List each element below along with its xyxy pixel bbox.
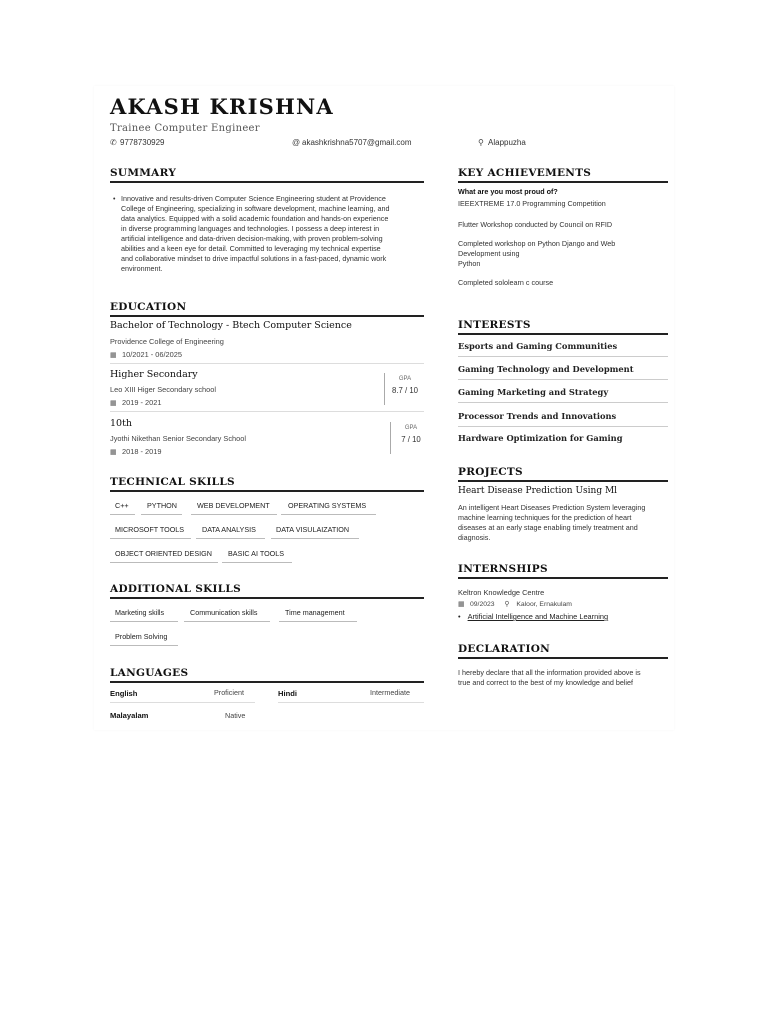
location-text: Alappuzha — [488, 138, 526, 147]
achievement-item: Flutter Workshop conducted by Council on RFID — [458, 220, 613, 229]
location-pin-icon: ⚲ — [504, 601, 510, 608]
interests-heading: INTERESTS — [458, 319, 668, 335]
edu-degree: Bachelor of Technology - Btech Computer Science — [110, 320, 352, 331]
skill-pill: WEB DEVELOPMENT — [191, 501, 277, 515]
declaration-heading: DECLARATION — [458, 643, 668, 659]
candidate-name: AKASH KRISHNA — [110, 94, 334, 119]
at-icon: @ — [292, 138, 301, 147]
achievement-item: IEEEXTREME 17.0 Programming Competition — [458, 199, 606, 208]
project-name: Heart Disease Prediction Using Ml — [458, 486, 618, 496]
edu-dates-text: 2018 - 2019 — [122, 447, 162, 456]
skill-pill: PYTHON — [141, 501, 182, 515]
achievement-item: Python — [458, 259, 481, 268]
edu-degree: 10th — [110, 418, 133, 429]
candidate-role: Trainee Computer Engineer — [110, 123, 260, 134]
internships-heading: INTERNSHIPS — [458, 563, 668, 579]
summary-line: environment. — [121, 264, 163, 273]
bullet-icon: • — [113, 196, 116, 203]
calendar-icon: ▦ — [110, 449, 117, 456]
calendar-icon: ▦ — [458, 601, 465, 608]
divider — [278, 702, 424, 703]
email-address: akashkrishna5707@gmail.com — [302, 138, 412, 147]
internship-date: 09/2023 — [470, 601, 495, 608]
calendar-icon: ▦ — [110, 352, 117, 359]
edu-dates — [110, 398, 161, 407]
internship-meta — [458, 600, 572, 608]
skill-pill: C++ — [110, 501, 135, 515]
skill-pill: Time management — [279, 608, 357, 622]
interest-item: Gaming Technology and Development — [458, 364, 668, 380]
project-line: diseases at an early stage enabling timely treatment and — [458, 523, 638, 532]
achievements-question: What are you most proud of? — [458, 187, 558, 196]
divider — [110, 702, 255, 703]
declaration-text — [458, 668, 670, 688]
edu-school: Jyothi Nikethan Senior Secondary School — [110, 434, 246, 443]
project-line: diagnosis. — [458, 533, 491, 542]
internship-topic-row — [458, 612, 608, 621]
calendar-icon: ▦ — [110, 400, 117, 407]
interest-item: Hardware Optimization for Gaming — [458, 433, 623, 443]
skill-pill: DATA VISULAIZATION — [271, 525, 359, 539]
interest-item: Processor Trends and Innovations — [458, 411, 668, 427]
gpa-box — [384, 373, 425, 405]
summary-heading: SUMMARY — [110, 167, 424, 183]
interest-item: Gaming Marketing and Strategy — [458, 387, 668, 403]
summary-line: artificial intelligence and data-driven decision-making, with proven problem-solving — [121, 234, 383, 243]
skill-pill: DATA ANALYSIS — [196, 525, 265, 539]
language-level: Proficient — [214, 688, 244, 697]
edu-dates — [110, 447, 161, 456]
summary-text — [121, 194, 424, 274]
projects-heading: PROJECTS — [458, 466, 668, 482]
divider — [110, 363, 424, 364]
achievement-item: Completed sololearn c course — [458, 278, 554, 287]
declaration-line: true and correct to the best of my knowledge and belief — [458, 678, 633, 687]
achievement-item: Completed workshop on Python Django and Web — [458, 239, 616, 248]
divider — [110, 411, 424, 412]
technical-skills-heading: TECHNICAL SKILLS — [110, 476, 424, 492]
language-name: English — [110, 689, 138, 698]
summary-line: data analytics. Equipped with a solid academic foundation and hands-on experience — [121, 214, 389, 223]
summary-line: Innovative and results-driven Computer Science Engineering student at Providence — [121, 194, 386, 203]
project-line: An intelligent Heart Diseases Prediction System leveraging — [458, 503, 646, 512]
email-contact — [292, 138, 412, 147]
gpa-box — [390, 422, 431, 454]
location-pin-icon: ⚲ — [478, 138, 484, 147]
gpa-label: GPA — [404, 425, 418, 431]
declaration-line: I hereby declare that all the information provided above is — [458, 668, 641, 677]
language-level: Intermediate — [370, 688, 410, 697]
language-level: Native — [225, 711, 246, 720]
language-name: Hindi — [278, 689, 297, 698]
phone-contact — [110, 138, 165, 147]
edu-dates — [110, 350, 182, 359]
skill-pill: Marketing skills — [110, 608, 178, 622]
internship-place: Kaloor, Ernakulam — [516, 601, 572, 608]
skill-pill: OPERATING SYSTEMS — [281, 501, 376, 515]
summary-line: abilities and a keen eye for detail. Committed to leveraging my technical expertise — [121, 244, 381, 253]
skill-pill: Communication skills — [184, 608, 270, 622]
skill-pill: Problem Solving — [110, 632, 178, 646]
gpa-value: 7 / 10 — [401, 435, 421, 444]
skill-pill: BASIC AI TOOLS — [222, 549, 292, 563]
education-heading: EDUCATION — [110, 301, 424, 317]
language-name: Malayalam — [110, 711, 149, 720]
achievements-heading: KEY ACHIEVEMENTS — [458, 167, 668, 183]
bullet-icon: • — [458, 612, 461, 621]
location-contact — [478, 138, 526, 147]
skill-pill: MICROSOFT TOOLS — [110, 525, 191, 539]
interest-item: Esports and Gaming Communities — [458, 341, 668, 357]
gpa-value: 8.7 / 10 — [391, 386, 418, 395]
summary-line: and collaborative mindset to drive impactful solutions in a fast-paced, dynamic work — [121, 254, 387, 263]
languages-heading: LANGUAGES — [110, 667, 424, 683]
achievement-item: Development using — [458, 249, 520, 258]
additional-skills-heading: ADDITIONAL SKILLS — [110, 583, 424, 599]
skill-pill: OBJECT ORIENTED DESIGN — [110, 549, 218, 563]
edu-dates-text: 10/2021 - 06/2025 — [122, 350, 182, 359]
gpa-label: GPA — [398, 376, 412, 382]
edu-school: Leo XIII Higer Secondary school — [110, 385, 216, 394]
edu-dates-text: 2019 - 2021 — [122, 398, 162, 407]
edu-school: Providence College of Engineering — [110, 337, 224, 346]
project-line: machine learning techniques for the prediction of heart — [458, 513, 632, 522]
edu-degree: Higher Secondary — [110, 369, 198, 380]
phone-icon: ✆ — [110, 138, 117, 147]
phone-number: 9778730929 — [120, 138, 165, 147]
internship-company: Keltron Knowledge Centre — [458, 588, 545, 597]
project-description — [458, 503, 670, 543]
summary-line: College of Engineering, specializing in software development, machine learning, and — [121, 204, 390, 213]
internship-topic: Artificial Intelligence and Machine Learning — [467, 612, 609, 621]
summary-line: in diverse programming languages and technologies. I possess a deep interest in — [121, 224, 380, 233]
